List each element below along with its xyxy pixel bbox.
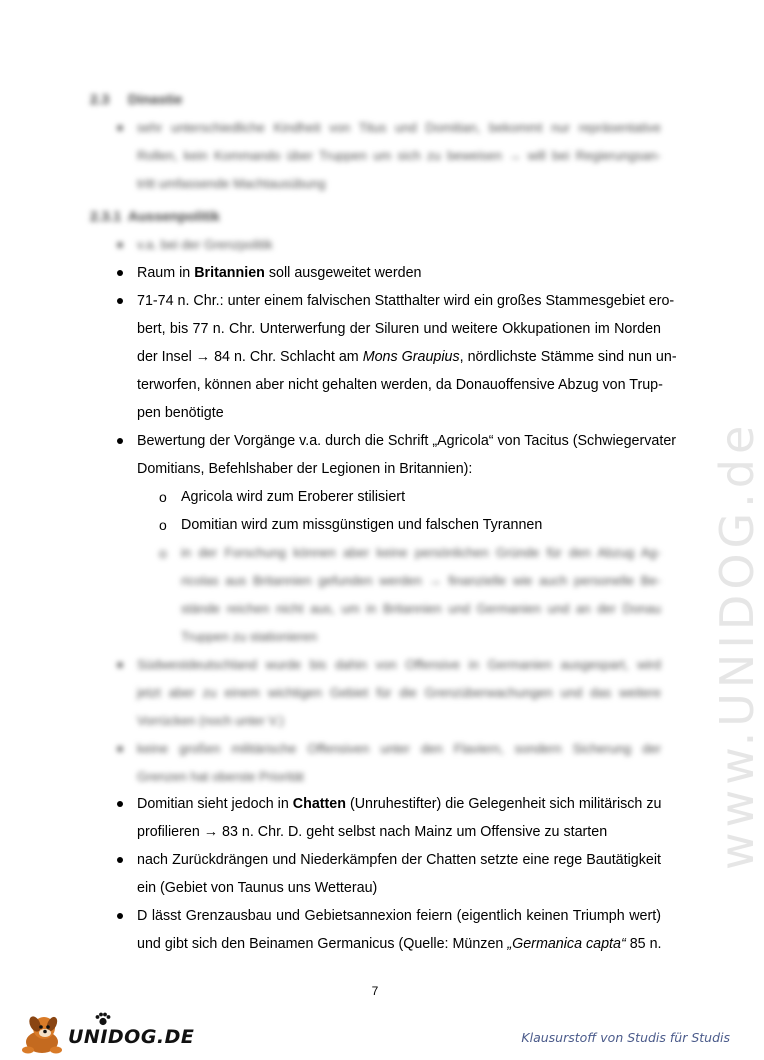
text-line: pen benötigte xyxy=(137,405,224,421)
text-line: Domitians, Befehlshaber der Legionen in Britannien): xyxy=(137,461,473,477)
sub-bullet-marker: o xyxy=(159,517,167,533)
text-line: ein (Gebiet von Taunus uns Wetterau) xyxy=(137,880,378,896)
section-title: Aussenpolitik xyxy=(128,208,220,224)
bullet-marker xyxy=(117,242,123,248)
blurred-text-line: Rollen, kein Kommando über Truppen um sich zu beweisen → will bei Regierungsan- xyxy=(137,148,661,163)
text-run: Domitian sieht jedoch in xyxy=(137,796,293,812)
blurred-text-line: stände reichen nicht aus, um in Britannien und Germanien und an der Donau xyxy=(181,601,661,616)
section-heading-2-3 xyxy=(90,91,182,107)
text-line: nach Zurückdrängen und Niederkämpfen der Chatten setzte eine rege Bautätigkeit xyxy=(137,852,661,868)
bullet-marker xyxy=(117,298,123,304)
text-line: profilieren → 83 n. Chr. D. geht selbst nach Mainz um Offensive zu starten xyxy=(137,824,608,840)
italic-term: Mons Graupius xyxy=(362,349,460,365)
sub-bullet-marker: o xyxy=(159,545,167,561)
bullet-marker xyxy=(117,438,123,444)
bold-term: Chatten xyxy=(292,796,346,812)
page-number: 7 xyxy=(371,984,379,998)
section-title: Dinastie xyxy=(128,91,183,107)
text-line: D lässt Grenzausbau und Gebietsannexion feiern (eigentlich keinen Triumph wert) xyxy=(137,908,661,924)
text-run: 85 n. xyxy=(625,936,662,952)
list-item xyxy=(137,259,661,287)
blurred-text-line: Südwestdeutschland wurde bis dahin von Offensive in Germanien ausgespart, wird xyxy=(137,657,661,672)
bullet-marker xyxy=(117,746,123,752)
italic-term: „Germanica capta“ xyxy=(507,936,626,952)
sub-bullet-marker: o xyxy=(159,489,167,505)
text-line: 71-74 n. Chr.: unter einem falvischen Statthalter wird ein großes Stammesgebiet ero- xyxy=(137,293,675,309)
bullet-marker xyxy=(117,801,123,807)
blurred-text-line: in der Forschung können aber keine persönlichen Gründe für den Abzug Ag- xyxy=(181,545,661,560)
blurred-text-line: Vorrücken (noch unter V.) xyxy=(137,713,284,728)
logo-text: UNIDOG.DE xyxy=(68,1026,195,1048)
text-run: und gibt sich den Beinamen Germanicus (Quelle: Münzen xyxy=(137,936,508,952)
sub-list-item: Domitian wird zum missgünstigen und falschen Tyrannen xyxy=(181,517,543,533)
bullet-marker xyxy=(117,662,123,668)
text-run: (Unruhestifter) die Gelegenheit sich militärisch zu xyxy=(345,796,662,812)
bullet-marker xyxy=(117,857,123,863)
text-line xyxy=(137,930,661,958)
blurred-text-line: jetzt aber zu einem wichtigen Gebiet für die Grenzüberwachungen und das weitere xyxy=(137,685,661,700)
blurred-text-line: tritt umfassende Machtausübung xyxy=(137,176,326,191)
text-run: , nördlichste Stämme sind nun un- xyxy=(459,349,677,365)
footer-tagline: Klausurstoff von Studis für Studis xyxy=(521,1030,730,1045)
bullet-marker xyxy=(117,270,123,276)
text-line xyxy=(137,343,677,371)
text-run: soll ausgeweitet werden xyxy=(264,265,422,281)
text-line: terworfen, können aber nicht gehalten werden, da Donauoffensive Abzug von Trup- xyxy=(137,377,663,393)
text-run: Raum in xyxy=(137,265,195,281)
blurred-text-line: v.a. bei der Grenzpolitik xyxy=(137,237,273,252)
dog-mascot-icon xyxy=(18,1012,66,1056)
section-number: 2.3 xyxy=(90,91,110,107)
text-run: der Insel → 84 n. Chr. Schlacht am xyxy=(137,349,363,365)
bullet-marker xyxy=(117,913,123,919)
sub-list-item: Agricola wird zum Eroberer stilisiert xyxy=(181,489,406,505)
blurred-text-line: sehr unterschiedliche Kindheit von Titus und Domitian, bekommt nur repräsentative xyxy=(137,120,661,135)
watermark: www.UNIDOG.de xyxy=(710,420,764,870)
bullet-marker xyxy=(117,125,123,131)
blurred-text-line: keine großen militärische Offensiven unter den Flaviern, sondern Sicherung der xyxy=(137,741,661,756)
section-number: 2.3.1 xyxy=(90,208,122,224)
blurred-text-line: Truppen zu stationieren xyxy=(181,629,318,644)
text-line: bert, bis 77 n. Chr. Unterwerfung der Siluren und weitere Okkupationen im Norden xyxy=(137,321,661,337)
blurred-text-line: Grenzen hat oberste Priorität xyxy=(137,769,304,784)
blurred-text-line: ricolas aus Britannien gefunden werden → finanzielle wie auch personelle Be- xyxy=(181,573,661,588)
text-line xyxy=(137,790,661,818)
bold-term: Britannien xyxy=(194,265,265,281)
paw-icon xyxy=(94,1012,112,1026)
text-line: Bewertung der Vorgänge v.a. durch die Schrift „Agricola“ von Tacitus (Schwiegervater xyxy=(137,433,677,449)
section-heading-2-3-1 xyxy=(90,208,220,224)
